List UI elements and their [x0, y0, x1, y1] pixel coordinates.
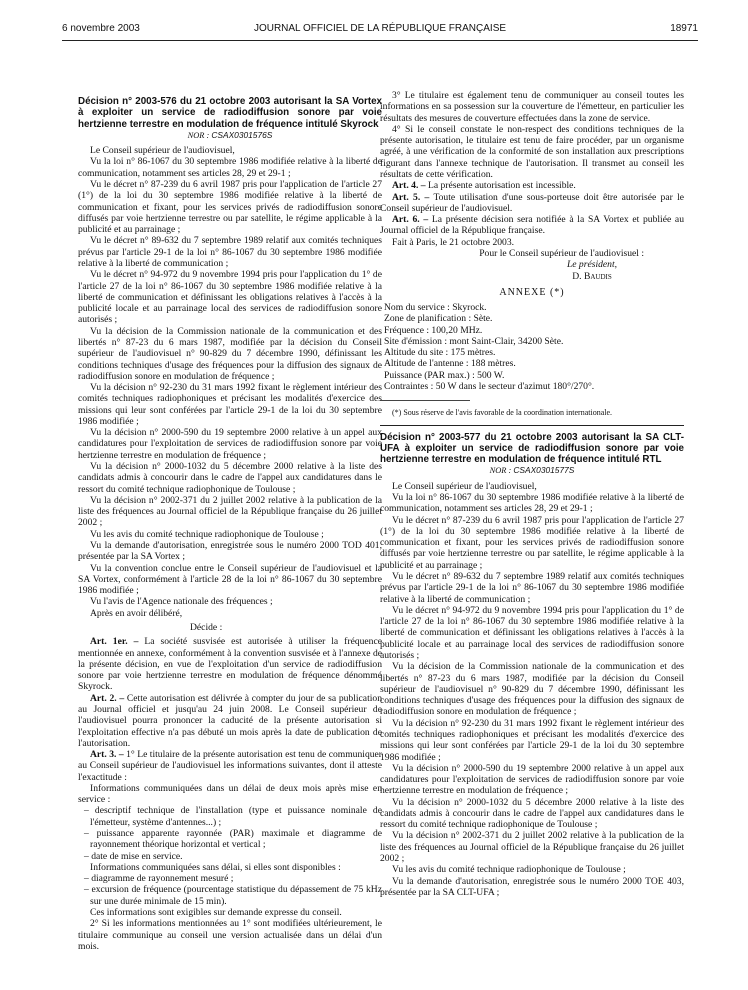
paragraph: Fait à Paris, le 21 octobre 2003. [392, 236, 515, 248]
paragraph: Le Conseil supérieur de l'audiovisuel, [392, 480, 537, 492]
paragraph: Vu les avis du comité technique radiophonique de Toulouse ; [392, 864, 626, 876]
annex-item: Contraintes : 50 W dans le secteur d'azimut 180°/270°. [384, 381, 595, 393]
paragraph: Vu la loi n° 86-1067 du 30 septembre 1986 modifiée relative à la liberté de communication, notamment ses articles 28, 29 et 29-1 ; [380, 492, 684, 515]
paragraph: Décide : [190, 621, 223, 633]
article-number: Art. 2. – [90, 692, 125, 704]
annex-item: Altitude du site : 175 mètres. [384, 347, 496, 359]
paragraph: 2° Si les informations mentionnées au 1° sont modifiées ultérieurement, le titulaire communique au conseil une version actualisée dans un délai d'un mois. [78, 918, 382, 952]
paragraph: Vu le décret n° 94-972 du 9 novembre 1994 pris pour l'application du 1° de l'article 27 de la loi n° 86-1067 du 30 septembre 1986 modifiée relative à la liberté de communication et définissant les obligations relatives à l'accès à la publicité locale et au parrainage local des services de radiodiffusion sonore autorisés ; [78, 269, 382, 326]
signatory: Le président, [566, 259, 618, 271]
paragraph: Après en avoir délibéré, [90, 607, 183, 619]
nor-reference [78, 130, 382, 141]
paragraph: 4° Si le conseil constate le non-respect des conditions techniques de la présente autorisation, le titulaire est tenu de faire procéder, par un organisme agréé, à une vérification de la conformité de son installation aux prescriptions figurant dans l'annexe technique de l'autorisation. Il transmet au conseil les résultats de cette vérification. [380, 123, 684, 180]
paragraph: Vu le décret n° 89-632 du 7 septembre 1989 relatif aux comités techniques prévus par l'article 29-1 de la loi n° 86-1067 du 30 septembre 1986 modifiée relative à la liberté de communication ; [380, 571, 684, 605]
paragraph: Vu la convention conclue entre le Conseil supérieur de l'audiovisuel et la SA Vortex, conformément à l'article 28 de la loi n° 86-1067 du 30 septembre 1986 modifiée ; [78, 562, 382, 597]
paragraph: Vu la décision n° 2000-1032 du 5 décembre 2000 relative à la liste des candidats admis à concourir dans le cadre de l'appel aux candidatures dans le ressort du comité technique radiophonique de Toulouse ; [380, 796, 684, 831]
article-number: Art. 6. – [392, 214, 429, 226]
paragraph: Informations communiquées sans délai, si elles sont disponibles : [90, 861, 341, 873]
annex-heading: ANNEXE (*) [499, 286, 565, 298]
paragraph: Vu la décision n° 2000-1032 du 5 décembre 2000 relative à la liste des candidats admis à concourir dans le cadre de l'appel aux candidatures dans le ressort du comité technique radiophonique de Toulouse ; [78, 461, 382, 495]
divider [380, 425, 684, 426]
paragraph: Vu la décision n° 2000-590 du 19 septembre 2000 relative à un appel aux candidatures pour l'exploitation de services de radiodiffusion sonore par voie hertzienne terrestre en modulation de fréquence ; [78, 427, 382, 461]
list-item: – excursion de fréquence (pourcentage statistique du dépassement de 75 kHz sur une durée minimale de 15 min). [84, 884, 382, 907]
header-date: 6 novembre 2003 [62, 23, 140, 34]
right-column [380, 90, 684, 898]
paragraph: Vu le décret n° 89-632 du 7 septembre 1989 relatif aux comités techniques prévus par l'article 29-1 de la loi n° 86-1067 du 30 septembre 1986 modifiée relative à la liberté de communication ; [78, 235, 382, 269]
article-text: 1° Le titulaire de la présente autorisation est tenu de communiquer au Conseil supérieur de l'audiovisuel les informations suivantes, dont il atteste l'exactitude : [78, 749, 382, 783]
paragraph: Vu les avis du comité technique radiophonique de Toulouse ; [90, 528, 324, 540]
paragraph: Le Conseil supérieur de l'audiovisuel, [90, 145, 235, 157]
nor-code: CSAX0301577S [513, 465, 575, 476]
article-number: Art. 3. – [90, 749, 124, 761]
journal-title: JOURNAL OFFICIEL DE LA RÉPUBLIQUE FRANÇAISE [253, 23, 507, 34]
article-text: La société susvisée est autorisée à utiliser la fréquence mentionnée en annexe, conformément à la convention susvisée et à l'annexe de la présente décision, en vue de l'exploitation d'un service de radiodiffusion sonore par voie hertzienne terrestre en modulation de fréquence dénommé Skyrock. [78, 636, 382, 693]
annex-item: Puissance (PAR max.) : 500 W. [384, 369, 505, 381]
paragraph: Vu le décret n° 94-972 du 9 novembre 1994 pris pour l'application du 1° de l'article 27 de la loi n° 86-1067 du 30 septembre 1986 modifiée relative à la liberté de communication et définissant les obligations relatives à l'accès à la publicité locale et au parrainage local des services de radiodiffusion sonore autorisés ; [380, 604, 684, 661]
paragraph: Vu l'avis de l'Agence nationale des fréquences ; [90, 596, 273, 608]
article [380, 192, 684, 215]
nor-code: CSAX0301576S [211, 129, 273, 140]
paragraph: Vu la demande d'autorisation, enregistrée sous le numéro 2000 TOE 403, présentée par la SA CLT-UFA ; [380, 875, 684, 898]
article-text: Cette autorisation est délivrée à compter du jour de sa publication au Journal officiel et jusqu'au 24 juin 2008. Le Conseil supérieur de l'audiovisuel pourra prononcer la caducité de la présente autorisation si l'exploitation effective n'a pas débuté un mois après la date de publication de l'autorisation. [78, 692, 382, 749]
footnote: (*) Sous réserve de l'avis favorable de la coordination internationale. [392, 408, 613, 418]
paragraph: Vu la décision n° 92-230 du 31 mars 1992 fixant le règlement intérieur des comités techniques radiophoniques et précisant les modalités d'exercice des missions qui leur sont conférées par l'article 29-1 de la loi du 30 septembre 1986 modifiée ; [380, 717, 684, 763]
article-number: Art. 1er. – [90, 636, 139, 648]
paragraph: 3° Le titulaire est également tenu de communiquer au conseil toutes les informations en sa possession sur la couverture de l'émetteur, en particulier les résultats des mesures de couverture effectuées dans la zone de service. [380, 90, 684, 124]
paragraph: Vu la décision de la Commission nationale de la communication et des libertés n° 87-23 du 6 mars 1987, modifiée par la décision du Conseil supérieur de l'audiovisuel n° 90-829 du 7 décembre 1990, définissant les conditions techniques d'usage des fréquences pour la diffusion des signaux de radiodiffusion sonore en modulation de fréquence ; [78, 325, 382, 382]
divider [380, 400, 470, 401]
decision-title: Décision n° 2003-577 du 21 octobre 2003 autorisant la SA CLT-UFA à exploiter un service de radiodiffusion sonore par voie hertzienne terrestre en modulation de fréquence intitulé RTL [380, 431, 684, 466]
article-text: Toute utilisation d'une sous-porteuse doit être autorisée par le Conseil supérieur de l'audiovisuel. [380, 191, 685, 214]
paragraph: Vu la décision n° 92-230 du 31 mars 1992 fixant le règlement intérieur des comités techniques radiophoniques et précisant les modalités d'exercice des missions qui leur sont conférées par l'article 29-1 de la loi du 30 septembre 1986 modifiée ; [78, 382, 382, 427]
signatory: D. Baudis [572, 270, 612, 282]
page-number: 18971 [670, 23, 698, 34]
annex-item: Nom du service : Skyrock. [384, 302, 487, 314]
nor-label: NOR : [489, 466, 514, 476]
annex-item: Site d'émission : mont Saint-Clair, 34200 Sète. [384, 335, 564, 347]
left-column [78, 96, 382, 952]
annex-item: Altitude de l'antenne : 188 mètres. [384, 358, 516, 370]
list-item: – descriptif technique de l'installation (type et puissance nominale de l'émetteur, système d'antennes...) ; [84, 805, 382, 828]
paragraph: Ces informations sont exigibles sur demande expresse du conseil. [90, 907, 342, 919]
list-item: – date de mise en service. [84, 850, 183, 862]
article [380, 214, 684, 237]
paragraph: Vu le décret n° 87-239 du 6 avril 1987 pris pour l'application de l'article 27 (1°) de la loi du 30 septembre 1986 modifiée relative à la liberté de communication et fixant, pour les services privés de radiodiffusion sonore diffusés par voie hertzienne terrestre ou par satellite, le régime applicable à la publicité et au parrainage ; [78, 179, 382, 236]
annex-item: Zone de planification : Sète. [384, 313, 493, 325]
nor-reference [380, 465, 684, 476]
paragraph: Vu la demande d'autorisation, enregistrée sous le numéro 2000 TOD 401, présentée par la SA Vortex ; [78, 540, 382, 563]
signature-line: Pour le Conseil supérieur de l'audiovisuel : [479, 247, 644, 259]
list-item: – diagramme de rayonnement mesuré ; [84, 873, 234, 885]
list-item: – puissance apparente rayonnée (PAR) maximale et diagramme de rayonnement théorique horizontal et vertical ; [84, 828, 382, 851]
article [78, 693, 382, 749]
nor-label: NOR : [187, 130, 212, 140]
article-text: La présente autorisation est incessible. [425, 180, 576, 192]
paragraph: Vu la décision de la Commission nationale de la communication et des libertés n° 87-23 du 6 mars 1987, modifiée par la décision du Conseil supérieur de l'audiovisuel n° 90-829 du 7 décembre 1990, définissant les conditions techniques d'usage des fréquences pour la diffusion des signaux de radiodiffusion sonore en modulation de fréquence ; [380, 661, 684, 718]
article-number: Art. 5. – [392, 191, 430, 203]
annex-item: Fréquence : 100,20 MHz. [384, 324, 483, 336]
paragraph: Vu le décret n° 87-239 du 6 avril 1987 pris pour l'application de l'article 27 (1°) de la loi du 30 septembre 1986 modifiée relative à la liberté de communication et fixant, pour les services privés de radiodiffusion sonore diffusés par voie hertzienne terrestre ou par satellite, le régime applicable à la publicité et au parrainage ; [380, 514, 684, 571]
article [78, 749, 382, 783]
paragraph: Informations communiquées dans un délai de deux mois après mise en service : [78, 782, 382, 806]
paragraph: Vu la décision n° 2002-371 du 2 juillet 2002 relative à la publication de la liste des fréquences au Journal officiel de la République française du 26 juillet 2002 ; [380, 830, 684, 865]
article-text: La présente décision sera notifiée à la SA Vortex et publiée au Journal officiel de la République française. [380, 214, 684, 237]
paragraph: Vu la décision n° 2000-590 du 19 septembre 2000 relative à un appel aux candidatures pour l'exploitation de services de radiodiffusion sonore par voie hertzienne terrestre en modulation de fréquence ; [380, 762, 684, 797]
page-header [62, 23, 698, 37]
decision-title: Décision n° 2003-576 du 21 octobre 2003 autorisant la SA Vortex à exploiter un service de radiodiffusion sonore par voie hertzienne terrestre en modulation de fréquence intitulé Skyrock [78, 96, 382, 130]
article [380, 180, 684, 191]
article [78, 636, 382, 692]
paragraph: Vu la décision n° 2002-371 du 2 juillet 2002 relative à la publication de la liste des fréquences au Journal officiel de la République française du 26 juillet 2002 ; [78, 494, 382, 529]
paragraph: Vu la loi n° 86-1067 du 30 septembre 1986 modifiée relative à la liberté de communication, notamment ses articles 28, 29 et 29-1 ; [78, 156, 382, 179]
header-rule [62, 40, 698, 41]
article-number: Art. 4. – [392, 180, 426, 192]
